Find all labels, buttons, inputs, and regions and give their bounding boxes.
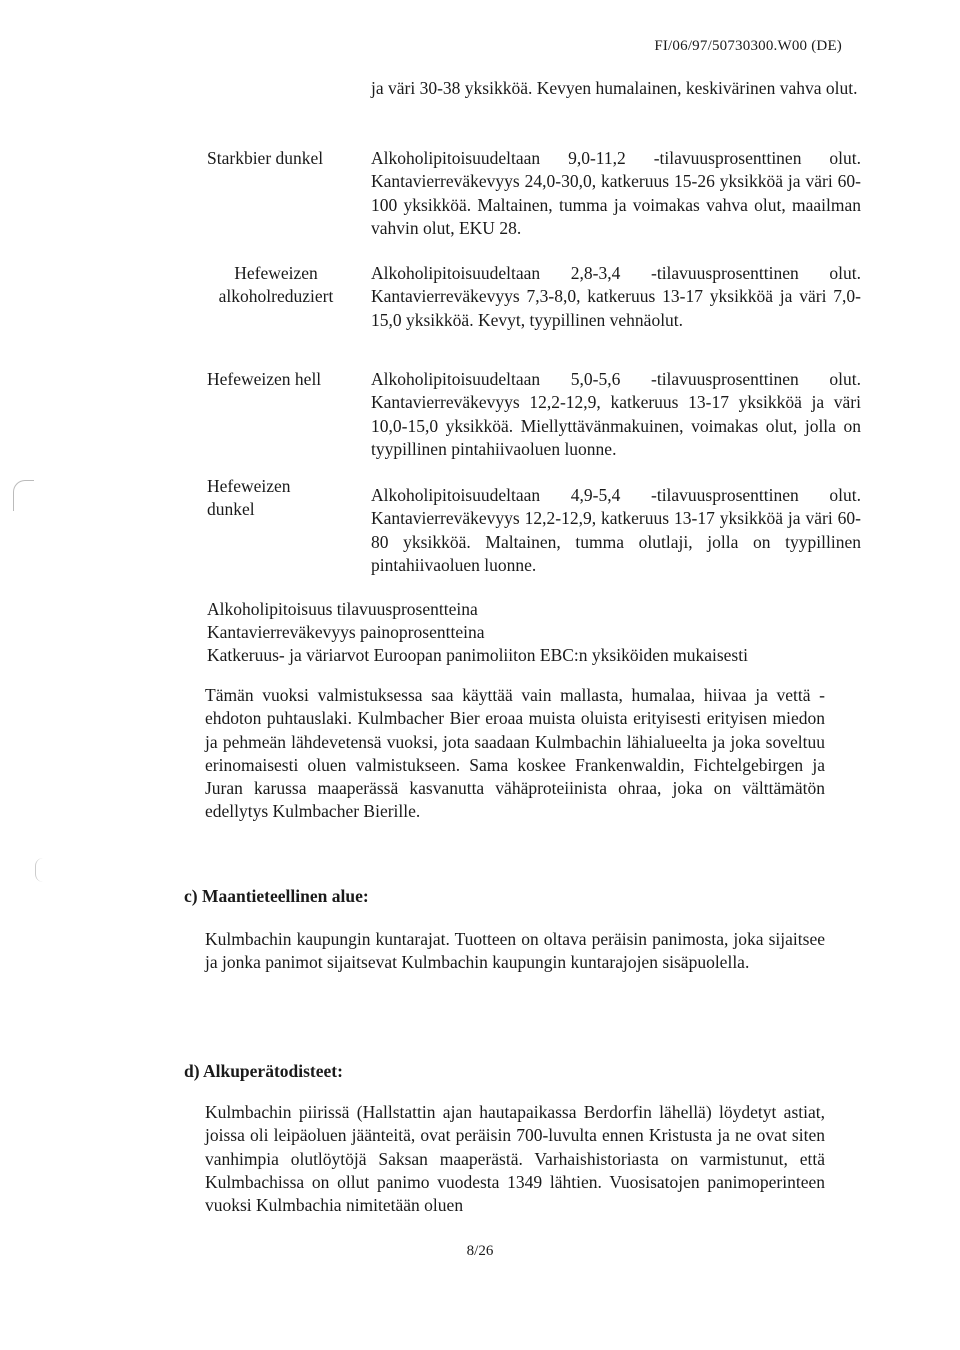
production-paragraph: Tämän vuoksi valmistuksessa saa käyttää vain mallasta, humalaa, hiivaa ja vettä - ehdoton puhtauslaki. Kulmbacher Bier eroaa muista oluista erityisesti erityisen miedon ja pehmeän lähdevetensä vuoksi, jota saadaan Kulmbachin lähialueelta ja joka soveltuu erinomaisesti oluen valmistukseen. Sama koskee Frankenwaldin, Fichtelgebirgen ja Juran karussa maaperässä kasvanutta vähäproteiinista ohraa, joka on välttämätön edellytys Kulmbacher Bierille. — [205, 685, 825, 822]
section-c-heading: c) Maantieteellinen alue: — [184, 886, 369, 906]
beer-term-starkbier-dunkel: Starkbier dunkel — [207, 148, 324, 168]
note-alcohol: Alkoholipitoisuus tilavuusprosentteina — [207, 599, 478, 619]
beer-desc-hefeweizen-dunkel: Alkoholipitoisuudeltaan 4,9-5,4 -tilavuusprosenttinen olut. Kantavierreväkevyys 12,2-12,9, katkeruus 13-17 yksikköä ja väri 60-80 yksikköä. Maltainen, tumma olutlaji, jolla on tyypillinen pintahiivaoluen luonne. — [371, 485, 861, 575]
note-bitterness-color: Katkeruus- ja väriarvot Euroopan panimoliiton EBC:n yksiköiden mukaisesti — [207, 645, 748, 665]
beer-desc-hefeweizen-hell: Alkoholipitoisuudeltaan 5,0-5,6 -tilavuusprosenttinen olut. Kantavierreväkevyys 12,2-12,9, katkeruus 13-17 yksikköä ja väri 10,0-15,0 yksikköä. Miellyttävänmakuinen, voimakas olut, jolla on tyypillinen pintahiivaoluen luonne. — [371, 369, 861, 459]
section-d-text: Kulmbachin piirissä (Hallstattin ajan hautapaikassa Berdorfin lähellä) löydetyt astiat, joissa oli leipäoluen jäänteitä, ovat peräisin 700-luvulta ennen Kristusta ja ne ovat siten vanhimpia olutlöytöjä Saksan maaperästä. Varhaishistoriasta on varmistunut, että Kulmbachissa on ollut panimo vuodesta 1349 lähtien. Vuosisatojen panimoperinteen vuoksi Kulmbachia nimitetään oluen — [205, 1102, 825, 1216]
beer-term-hefeweizen-alkoholreduziert: Hefeweizen alkoholreduziert — [218, 263, 334, 307]
scan-artifact-mark — [13, 480, 34, 511]
beer-desc-starkbier-dunkel: Alkoholipitoisuudeltaan 9,0-11,2 -tilavuusprosenttinen olut. Kantavierreväkevyys 24,0-30,0, katkeruus 15-26 yksikköä ja väri 60-100 yksikköä. Maltainen, tumma ja voimakas vahva olut, maailman vahvin olut, EKU 28. — [371, 148, 861, 238]
intro-continuation: ja väri 30-38 yksikköä. Kevyen humalainen, keskivärinen vahva olut. — [371, 78, 858, 98]
beer-term-hefeweizen-hell: Hefeweizen hell — [207, 369, 322, 389]
beer-desc-hefeweizen-alkoholreduziert: Alkoholipitoisuudeltaan 2,8-3,4 -tilavuusprosenttinen olut. Kantavierreväkevyys 7,3-8,0, katkeruus 13-17 yksikköä ja väri 7,0-15,0 yksikköä. Kevyt, tyypillinen vehnäolut. — [371, 263, 861, 330]
scan-artifact-mark — [35, 858, 44, 882]
section-c-text: Kulmbachin kaupungin kuntarajat. Tuotteen on oltava peräisin panimosta, joka sijaitsee ja jonka panimot sijaitsevat Kulmbachin kaupungin kuntarajojen sisäpuolella. — [205, 929, 825, 973]
note-wort-strength: Kantavierreväkevyys painoprosentteina — [207, 622, 485, 642]
section-d-heading: d) Alkuperätodisteet: — [184, 1061, 343, 1081]
document-id: FI/06/97/50730300.W00 (DE) — [654, 38, 842, 54]
page-number: 8/26 — [466, 1243, 494, 1259]
beer-term-hefeweizen-dunkel: Hefeweizen dunkel — [207, 476, 291, 520]
